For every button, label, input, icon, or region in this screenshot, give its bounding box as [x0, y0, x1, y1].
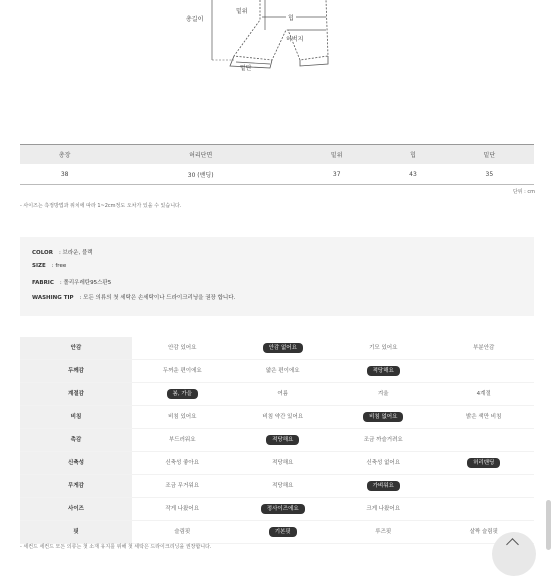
- feature-option-selected: 가벼워요: [367, 481, 400, 491]
- feature-option-cell: [233, 498, 334, 521]
- feature-option-selected: 기본핏: [269, 527, 297, 537]
- feature-option: 부드러워요: [168, 437, 196, 443]
- diagram-label-rise: 밑위: [236, 8, 248, 15]
- feature-option-cell: [333, 452, 434, 475]
- feature-option-selected: 봄, 가을: [167, 389, 198, 399]
- feature-option: 신축성 없어요: [366, 460, 401, 466]
- feature-option-cell: [434, 452, 535, 475]
- feature-option: 신축성 좋아요: [165, 460, 200, 466]
- size-table: [20, 144, 534, 185]
- product-info-box: [20, 237, 534, 316]
- scrollbar[interactable]: [546, 500, 551, 550]
- scroll-top-button[interactable]: [492, 532, 536, 576]
- feature-option-cell: [333, 360, 434, 383]
- feature-option: 여름: [277, 391, 289, 397]
- feature-option-cell: [233, 406, 334, 429]
- feature-option-cell: [132, 429, 233, 452]
- feature-option-cell: [233, 521, 334, 544]
- diagram-label-hip: 힙: [288, 15, 294, 22]
- feature-label: 안감: [20, 337, 132, 360]
- feature-option: 조금 무거워요: [165, 483, 200, 489]
- feature-label: 무게감: [20, 475, 132, 498]
- size-table-value-row: [20, 164, 534, 185]
- feature-option: 겨울: [377, 391, 389, 397]
- info-size-value: : free: [51, 263, 67, 269]
- feature-option-cell: [333, 337, 434, 360]
- feature-option-cell: [434, 406, 535, 429]
- feature-option: 기모 있어요: [369, 345, 398, 351]
- feature-label: 신축성: [20, 452, 132, 475]
- feature-option: 4계절: [476, 391, 491, 397]
- info-washing-label: WASHING TIP: [32, 295, 74, 301]
- feature-row: [20, 498, 534, 521]
- diagram-label-hem: 밑단: [240, 65, 252, 72]
- feature-option-cell: [333, 383, 434, 406]
- size-note: - 사이즈는 측정방법과 위치에 따라 1~2cm정도 오차가 있을 수 있습니다.: [20, 203, 182, 209]
- info-washing: [32, 293, 235, 301]
- size-table-header-row: [20, 145, 534, 165]
- feature-option-cell: [333, 406, 434, 429]
- pants-diagram-icon: [150, 0, 410, 80]
- feature-option-selected: 적당해요: [367, 366, 400, 376]
- feature-row: [20, 360, 534, 383]
- size-header-hem: 밑단: [445, 145, 534, 165]
- size-header-hip: 힙: [381, 145, 444, 165]
- feature-option: 적당해요: [272, 460, 294, 466]
- feature-row: [20, 452, 534, 475]
- feature-option-cell: [434, 337, 535, 360]
- info-fabric-value: : 폴리우레탄95스판5: [59, 280, 112, 286]
- feature-option-cell: [333, 521, 434, 544]
- feature-row: [20, 406, 534, 429]
- feature-label: 촉감: [20, 429, 132, 452]
- size-value-total: 38: [20, 164, 109, 185]
- size-header-waist: 허리단면: [109, 145, 292, 165]
- size-value-hip: 43: [381, 164, 444, 185]
- feature-table: [20, 337, 534, 544]
- feature-option-cell: [132, 452, 233, 475]
- feature-option: 루즈핏: [375, 529, 392, 535]
- feature-option-cell: [434, 475, 535, 498]
- feature-option-selected: 허리밴딩: [467, 458, 500, 468]
- feature-option-cell: [333, 429, 434, 452]
- feature-option: 살짝 슬림핏: [469, 529, 498, 535]
- size-value-hem: 35: [445, 164, 534, 185]
- feature-option-cell: [434, 429, 535, 452]
- feature-option-cell: [132, 521, 233, 544]
- feature-row: [20, 337, 534, 360]
- diagram-label-total-length: 총길이: [186, 16, 204, 23]
- feature-option-cell: [233, 337, 334, 360]
- info-size-label: SIZE: [32, 263, 46, 269]
- feature-option: 슬림핏: [174, 529, 191, 535]
- info-color: [32, 248, 93, 256]
- feature-option: 밝은 색만 비침: [466, 414, 502, 420]
- feature-option-cell: [132, 475, 233, 498]
- feature-option-cell: [132, 498, 233, 521]
- feature-option-cell: [132, 406, 233, 429]
- size-value-waist: 30 (밴딩): [109, 164, 292, 185]
- feature-option-cell: [233, 452, 334, 475]
- size-diagram: [150, 0, 410, 80]
- feature-option-cell: [132, 383, 233, 406]
- info-size: [32, 263, 66, 269]
- feature-label: 사이즈: [20, 498, 132, 521]
- feature-option: 안감 있어요: [168, 345, 197, 351]
- size-unit: 단위 : cm: [512, 189, 535, 195]
- feature-option: 부분안감: [473, 345, 495, 351]
- footer-note: - 세컨드 세컨드 모든 의류는 첫 소재 유지를 위해 첫 세탁은 드라이크리닝을 권장합니다.: [20, 544, 212, 550]
- feature-label: 두께감: [20, 360, 132, 383]
- info-color-label: COLOR: [32, 250, 53, 256]
- feature-label: 핏: [20, 521, 132, 544]
- feature-option: 얇은 편이에요: [265, 368, 300, 374]
- feature-row: [20, 521, 534, 544]
- feature-option-selected: 안감 없어요: [263, 343, 303, 353]
- feature-option-cell: [132, 337, 233, 360]
- feature-row: [20, 383, 534, 406]
- feature-option-cell: [333, 498, 434, 521]
- feature-option: 비침 약간 있어요: [262, 414, 304, 420]
- feature-option-selected: 비침 없어요: [363, 412, 403, 422]
- feature-option: 조금 까슬거려요: [363, 437, 403, 443]
- feature-option: 비침 있어요: [168, 414, 197, 420]
- feature-row: [20, 475, 534, 498]
- size-header-total: 총장: [20, 145, 109, 165]
- feature-option-cell: [434, 360, 535, 383]
- info-fabric-label: FABRIC: [32, 280, 54, 286]
- feature-option-cell: [333, 475, 434, 498]
- feature-option-cell: [233, 429, 334, 452]
- feature-label: 비침: [20, 406, 132, 429]
- arrow-up-icon: [506, 538, 519, 551]
- feature-option-cell: [233, 475, 334, 498]
- feature-row: [20, 429, 534, 452]
- feature-option-cell: [434, 498, 535, 521]
- info-fabric: [32, 278, 111, 286]
- feature-label: 계절감: [20, 383, 132, 406]
- feature-option-selected: 적당해요: [266, 435, 299, 445]
- feature-option-cell: [434, 383, 535, 406]
- diagram-label-thigh: 허벅지: [286, 36, 304, 43]
- size-header-rise: 밑위: [292, 145, 381, 165]
- info-color-value: : 브라운, 블랙: [58, 250, 93, 256]
- feature-option-cell: [132, 360, 233, 383]
- feature-option: 적당해요: [272, 483, 294, 489]
- size-value-rise: 37: [292, 164, 381, 185]
- feature-option-cell: [233, 360, 334, 383]
- info-washing-value: : 모든 의류의 첫 세탁은 손세탁이나 드라이크리닝을 권장 합니다.: [79, 295, 236, 301]
- feature-option-cell: [233, 383, 334, 406]
- feature-option-selected: 정사이즈에요: [261, 504, 305, 514]
- feature-option: 두꺼운 편이에요: [162, 368, 202, 374]
- feature-option: 크게 나왔어요: [366, 506, 401, 512]
- feature-option: 작게 나왔어요: [165, 506, 200, 512]
